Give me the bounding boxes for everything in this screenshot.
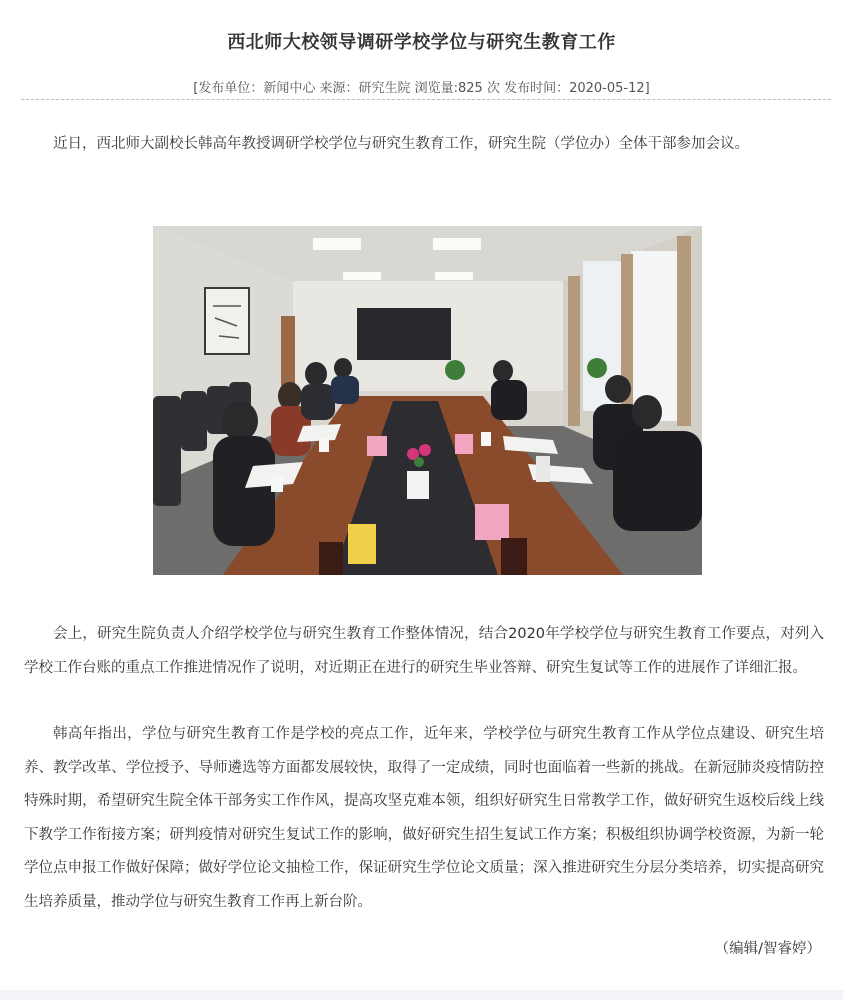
bottom-bar xyxy=(0,990,843,1000)
article-meta: [发布单位：新闻中心 来源：研究生院 浏览量:825 次 发布时间：2020-05-12] xyxy=(193,81,650,96)
meeting-photo xyxy=(153,226,702,575)
editor-credit: （编辑/智睿婷） xyxy=(714,941,821,957)
title-divider xyxy=(21,99,831,100)
article-title: 西北师大校领导调研学校学位与研究生教育工作 xyxy=(227,32,616,53)
paragraph-intro: 近日，西北师大副校长韩高年教授调研学校学位与研究生教育工作，研究生院（学位办）全体干部参加会议。 xyxy=(53,136,749,152)
paragraph-remarks: 韩高年指出，学位与研究生教育工作是学校的亮点工作，近年来，学校学位与研究生教育工作从学位点建设、研究生培养、教学改革、学位授予、导师遴选等方面都发展较快，取得了一定成绩，同时也面临着一些新的挑战。在新冠肺炎疫情防控特殊时期，希望研究生院全体干部务实工作作风，提高攻坚克难本领，组织好研究生日常教学工作，做好研究生返校后线上线下教学工作衔接方案；研判疫情对研究生复试工作的影响，做好研究生招生复试工作方案；积极组织协调学校资源，为新一轮学位点申报工作做好保障；做好学位论文抽检工作，保证研究生学位论文质量；深入推进研究生分层分类培养，切实提高研究生培养质量，推动学位与研究生教育工作再上新台阶。 xyxy=(24,726,824,910)
paragraph-report: 会上，研究生院负责人介绍学校学位与研究生教育工作整体情况，结合2020年学校学位与研究生教育工作要点，对列入学校工作台账的重点工作推进情况作了说明，对近期正在进行的研究生毕业答辩、研究生复试等工作的进展作了详细汇报。 xyxy=(24,626,824,677)
